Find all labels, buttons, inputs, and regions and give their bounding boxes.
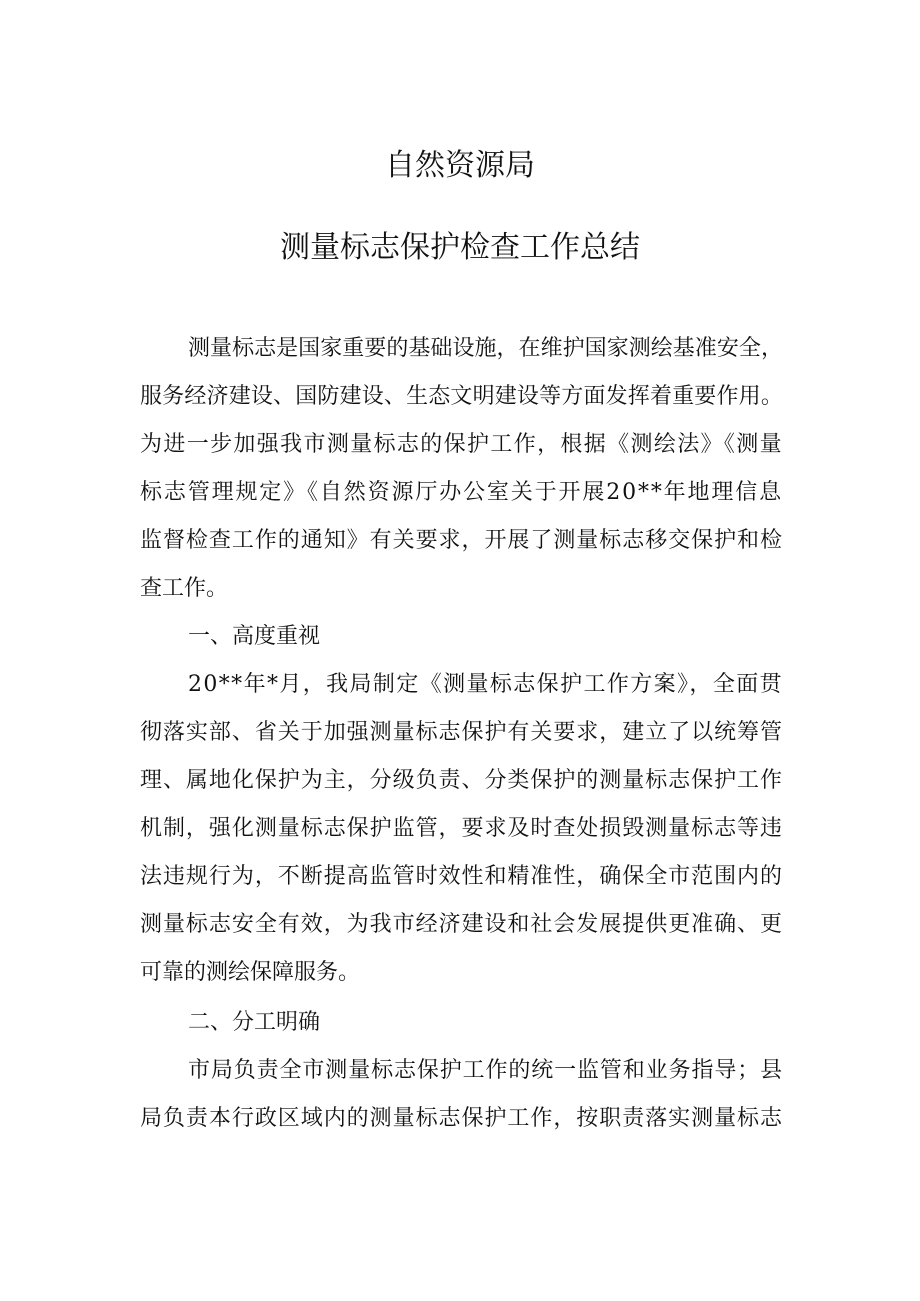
intro-line-1: 测量标志是国家重要的基础设施，在维护国家测绘基准安全， — [188, 336, 783, 361]
intro-line-2: 服务经济建设、国防建设、生态文明建设等方面发挥着重要作用。 — [140, 384, 783, 409]
section-2-heading: 二、分工明确 — [188, 1010, 321, 1035]
section-1-line-7: 可靠的测绘保障服务。 — [140, 960, 361, 985]
section-2-line-2: 局负责本行政区域内的测量标志保护工作，按职责落实测量标志 — [140, 1106, 783, 1131]
section-1-line-1: 20**年*月，我局制定《测量标志保护工作方案》，全面贯 — [188, 672, 783, 697]
section-2-line-1: 市局负责全市测量标志保护工作的统一监管和业务指导；县 — [188, 1058, 783, 1083]
section-1-line-2: 彻落实部、省关于加强测量标志保护有关要求，建立了以统筹管 — [140, 720, 783, 745]
intro-line-3: 为进一步加强我市测量标志的保护工作，根据《测绘法》《测量 — [140, 432, 783, 457]
section-1-line-3: 理、属地化保护为主，分级负责、分类保护的测量标志保护工作 — [140, 768, 783, 793]
intro-line-4: 标志管理规定》《自然资源厅办公室关于开展20**年地理信息 — [140, 480, 783, 505]
intro-line-5: 监督检查工作的通知》有关要求，开展了测量标志移交保护和检 — [140, 528, 783, 553]
section-1-heading: 一、高度重视 — [188, 624, 321, 649]
section-1-line-4: 机制，强化测量标志保护监管，要求及时查处损毁测量标志等违 — [140, 816, 783, 841]
document-title-subject: 测量标志保护检查工作总结 — [280, 230, 640, 265]
document-title-agency: 自然资源局 — [385, 148, 535, 183]
section-1-line-6: 测量标志安全有效，为我市经济建设和社会发展提供更准确、更 — [140, 912, 783, 937]
section-1-line-5: 法违规行为，不断提高监管时效性和精准性，确保全市范围内的 — [140, 864, 783, 889]
intro-line-6: 查工作。 — [140, 576, 229, 601]
